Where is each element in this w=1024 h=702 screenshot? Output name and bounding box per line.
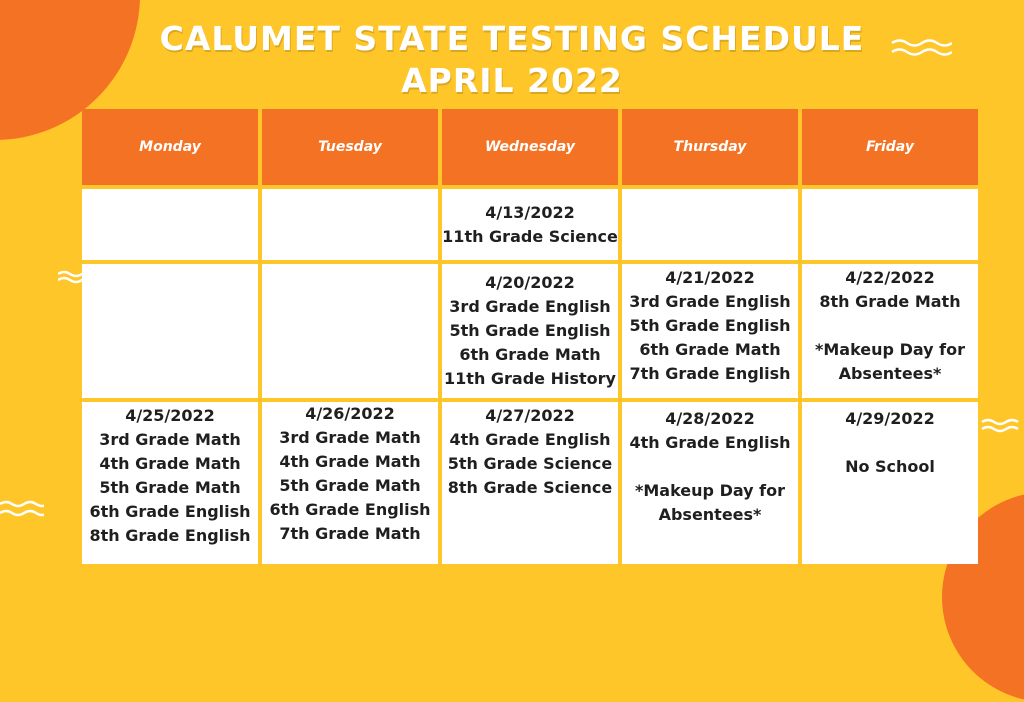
cell-item: 4th Grade Math [99,454,241,473]
cell-week3-friday [802,402,978,564]
cell-item: 11th Grade Science [442,226,618,246]
cell-item: 11th Grade History [444,369,616,388]
cell-item: 8th Grade Science [447,478,613,497]
cell-date: 4/21/2022 [665,268,755,287]
header-thursday: Thursday [622,109,798,185]
cell-week1-thursday [622,189,798,260]
cell-date: 4/28/2022 [665,409,755,428]
title-line-2: APRIL 2022 [401,61,623,100]
cell-week2-thursday [622,264,798,398]
cell-note: *Makeup Day for [815,340,965,359]
cell-week1-wednesday [442,189,618,260]
cell-item: 5th Grade English [629,316,791,335]
cell-week2-friday [802,264,978,398]
cell-date: 4/26/2022 [305,404,395,423]
cell-week3-monday [82,402,258,564]
cell-note: *Makeup Day for [635,481,785,500]
cell-item: No School [845,457,935,476]
cell-item: 7th Grade English [629,364,791,383]
cell-item: 7th Grade Math [279,524,421,543]
cell-week3-wednesday [442,402,618,564]
cell-item: 5th Grade English [449,321,611,340]
cell-week3-tuesday [262,402,438,564]
cell-week1-tuesday [262,189,438,260]
cell-item: 5th Grade Math [279,476,421,495]
cell-item: 4th Grade English [629,433,791,452]
cell-item: 8th Grade English [89,526,251,545]
header-tuesday: Tuesday [262,109,438,185]
cell-date: 4/20/2022 [485,273,575,292]
header-friday: Friday [802,109,978,185]
title-line-1: CALUMET STATE TESTING SCHEDULE [159,19,865,58]
schedule-grid [82,109,978,564]
cell-week1-monday [82,189,258,260]
cell-item: 6th Grade Math [639,340,781,359]
cell-week2-monday [82,264,258,398]
cell-week1-friday [802,189,978,260]
cell-item: 4th Grade Math [279,452,421,471]
cell-item: 3rd Grade Math [279,428,421,447]
cell-item: 3rd Grade English [629,292,791,311]
header-wednesday: Wednesday [442,109,618,185]
cell-item: 6th Grade Math [459,345,601,364]
cell-date: 4/29/2022 [845,409,935,428]
wave-decoration-icon [980,418,1024,434]
cell-item: 3rd Grade English [449,297,611,316]
cell-week3-thursday [622,402,798,564]
cell-item: 8th Grade Math [819,292,961,311]
cell-week2-wednesday [442,264,618,398]
cell-note: Absentees* [658,505,762,524]
cell-date: 4/25/2022 [125,406,215,425]
cell-item: 3rd Grade Math [99,430,241,449]
cell-date: 4/27/2022 [485,406,575,425]
cell-week2-tuesday [262,264,438,398]
cell-item: 5th Grade Science [447,454,613,473]
cell-item: 6th Grade English [89,502,251,521]
cell-note: Absentees* [838,364,942,383]
cell-item: 6th Grade English [269,500,431,519]
wave-decoration-icon [0,500,44,520]
cell-date: 4/22/2022 [845,268,935,287]
cell-item: 4th Grade English [449,430,611,449]
header-monday: Monday [82,109,258,185]
cell-date: 4/13/2022 [485,202,575,222]
page-title [0,18,1024,102]
cell-item: 5th Grade Math [99,478,241,497]
